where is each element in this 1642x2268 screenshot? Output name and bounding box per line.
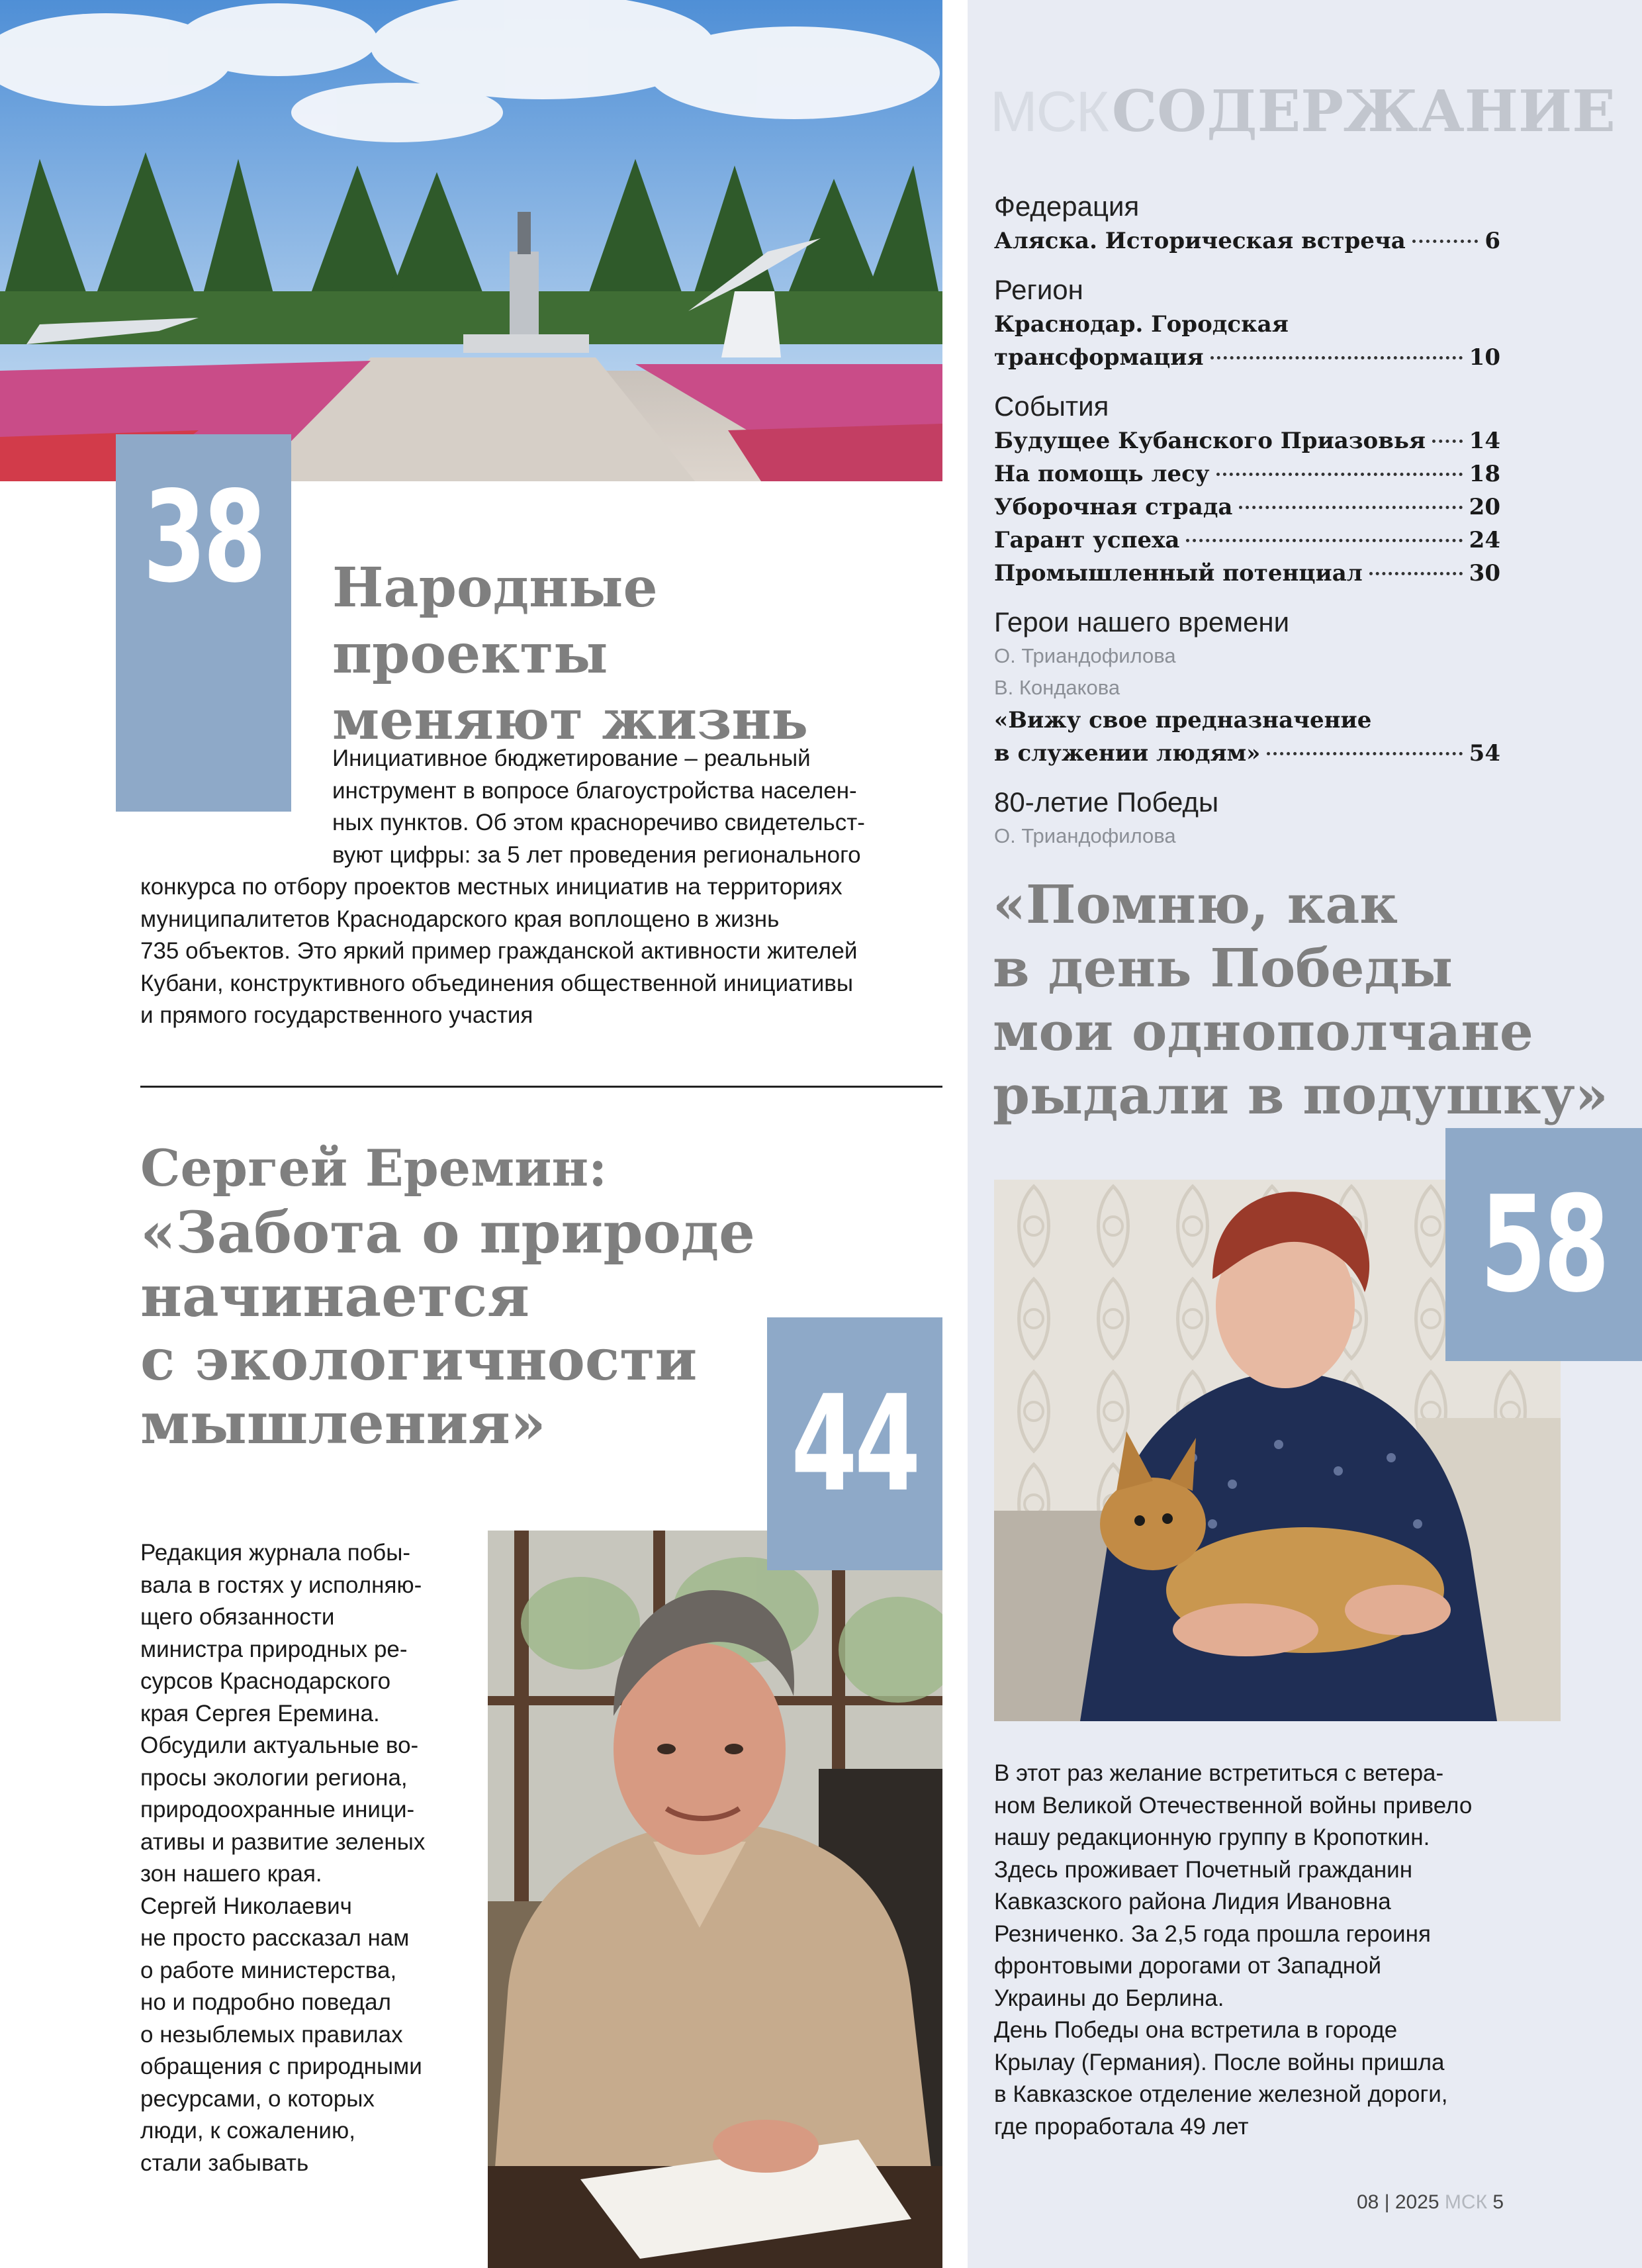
title-line: Сергей Еремин:	[140, 1139, 608, 1198]
text-line: ресурсами, о которых	[140, 2085, 375, 2112]
title-line: мои однополчане	[993, 1000, 1533, 1063]
text-line: нашу редакционную группу в Кропоткин.	[994, 1824, 1430, 1850]
text-line: Кубани, конструктивного объединения общественной инициативы	[140, 970, 854, 996]
footer-brand: МСК	[1444, 2191, 1488, 2213]
toc-entry-page: 18	[1469, 461, 1500, 487]
eremin-photo-illustration	[488, 1531, 942, 2268]
title-line: начинается	[140, 1263, 529, 1330]
eremin-photo	[488, 1531, 942, 2268]
title-line: мышления»	[140, 1390, 546, 1457]
text-line: ном Великой Отечественной войны привело	[994, 1792, 1473, 1819]
toc-entry-page: 10	[1469, 344, 1500, 371]
toc-entry-title: Гарант успеха	[994, 527, 1180, 553]
text-line: люди, к сожалению,	[140, 2118, 355, 2144]
toc-heading	[990, 78, 1616, 145]
toc-entry-title: На помощь лесу	[994, 461, 1210, 487]
text-line: не просто рассказал нам	[140, 1925, 410, 1951]
toc-entry-title: Уборочная страда	[994, 494, 1233, 520]
veteran-article-title	[993, 873, 1615, 1127]
title-line: рыдали в подушку»	[993, 1064, 1608, 1126]
text-line: края Сергея Еремина.	[140, 1700, 380, 1726]
toc-author: О. Триандофилова	[994, 824, 1176, 847]
eremin-article-title	[140, 1135, 802, 1456]
eremin-article-text	[140, 1537, 484, 2179]
text-line: вуют цифры: за 5 лет проведения регионального	[332, 841, 861, 868]
text-line: Кавказского района Лидия Ивановна	[994, 1889, 1391, 1914]
text-line: просы экологии региона,	[140, 1764, 408, 1791]
title-line: в день Победы	[993, 937, 1453, 999]
table-of-contents	[994, 189, 1500, 852]
page-number-badge-44	[767, 1317, 942, 1570]
text-line: зон нашего края.	[140, 1861, 322, 1887]
toc-entry[interactable]	[994, 341, 1500, 374]
text-line: ных пунктов. Об этом красноречиво свидетельст-	[332, 810, 865, 835]
section-divider	[140, 1086, 942, 1088]
footer-issue: 08 | 2025	[1357, 2191, 1439, 2213]
toc-entry-page: 6	[1484, 228, 1500, 254]
toc-entry-title: в служении людям»	[994, 740, 1261, 767]
title-line: меняют жизнь	[332, 688, 809, 752]
toc-entry[interactable]	[994, 224, 1500, 258]
text-line: В этот раз желание встретиться с ветера-	[994, 1760, 1444, 1786]
toc-heading-brand: МСК	[990, 80, 1108, 144]
toc-entry-page: 20	[1469, 494, 1500, 520]
text-line: где проработала 49 лет	[994, 2113, 1249, 2140]
veteran-article-text	[994, 1758, 1610, 2143]
text-line: стали забывать	[140, 2150, 309, 2176]
text-line: фронтовыми дорогами от Западной	[994, 1953, 1382, 1979]
toc-entry[interactable]	[994, 491, 1500, 524]
text-line: Обсудили актуальные во-	[140, 1732, 419, 1758]
text-line: конкурса по отбору проектов местных инициатив на территориях	[140, 874, 843, 900]
title-line: «Забота о природе	[140, 1200, 755, 1266]
projects-article-text	[140, 743, 941, 1032]
projects-article-title	[332, 555, 941, 753]
toc-entry-page: 54	[1469, 740, 1500, 767]
toc-entry[interactable]	[994, 557, 1500, 590]
park-photo-illustration	[0, 0, 942, 481]
title-line: Народные проекты	[332, 556, 658, 686]
text-line: о работе министерства,	[140, 1957, 397, 1983]
text-line: Крылау (Германия). После войны пришла	[994, 2049, 1445, 2075]
toc-author: О. Триандофилова	[994, 644, 1176, 667]
toc-entry-page: 14	[1469, 428, 1500, 454]
text-line: вала в гостях у исполняю-	[140, 1572, 422, 1598]
toc-entry-title-line[interactable]: Краснодар. Городская	[994, 311, 1289, 338]
text-line: и прямого государственного участия	[140, 1002, 533, 1028]
text-line: инструмент в вопросе благоустройства населен-	[332, 777, 857, 804]
toc-section-events: События	[994, 391, 1109, 422]
toc-author: В. Кондакова	[994, 676, 1120, 699]
column-divider	[965, 0, 968, 2268]
toc-section-heroes: Герои нашего времени	[994, 606, 1290, 638]
toc-entry[interactable]	[994, 524, 1500, 557]
text-line: министра природных ре-	[140, 1636, 408, 1662]
toc-entry-title-line[interactable]: «Вижу свое предназначение	[994, 707, 1372, 733]
toc-entry-page: 30	[1469, 560, 1500, 587]
text-line: 735 объектов. Это яркий пример гражданской активности жителей	[140, 938, 858, 964]
text-line: День Победы она встретила в городе	[994, 2017, 1398, 2043]
text-line: Резниченко. За 2,5 года прошла героиня	[994, 1920, 1431, 1947]
toc-entry[interactable]	[994, 457, 1500, 491]
text-line: но и подробно поведал	[140, 1989, 391, 2015]
toc-section-federation: Федерация	[994, 191, 1140, 222]
text-line: щего обязанности	[140, 1604, 335, 1630]
text-line: Здесь проживает Почетный гражданин	[994, 1856, 1413, 1883]
toc-entry[interactable]	[994, 737, 1500, 770]
toc-section-region: Регион	[994, 274, 1083, 305]
toc-entry[interactable]	[994, 424, 1500, 457]
footer-page-number: 5	[1492, 2191, 1504, 2213]
text-line: Инициативное бюджетирование – реальный	[332, 745, 811, 771]
text-line: Редакция журнала побы-	[140, 1540, 411, 1566]
text-line: ативы и развитие зеленых	[140, 1828, 426, 1855]
text-line: природоохранные иници-	[140, 1797, 415, 1822]
page-number-badge-58	[1445, 1128, 1642, 1361]
page-number: 44	[791, 1366, 919, 1521]
toc-entry-page: 24	[1469, 527, 1500, 553]
text-line: в Кавказское отделение железной дороги,	[994, 2081, 1448, 2107]
text-line: сурсов Краснодарского	[140, 1668, 391, 1694]
toc-heading-title: СОДЕРЖАНИЕ	[1111, 78, 1616, 145]
title-line: «Помню, как	[993, 873, 1398, 935]
page-number: 58	[1480, 1167, 1608, 1322]
toc-section-victory: 80-летие Победы	[994, 786, 1219, 818]
text-line: о незыблемых правилах	[140, 2021, 403, 2048]
text-line: Украины до Берлина.	[994, 1985, 1224, 2011]
page-footer	[1357, 2191, 1504, 2214]
text-line: обращения с природными	[140, 2054, 422, 2079]
toc-entry-title: Будущее Кубанского Приазовья	[994, 428, 1426, 454]
toc-entry-title: Промышленный потенциал	[994, 560, 1363, 587]
page-number: 38	[143, 463, 264, 610]
toc-entry-title: Аляска. Историческая встреча	[994, 228, 1406, 254]
park-photo	[0, 0, 942, 481]
toc-entry-title: трансформация	[994, 344, 1204, 371]
text-line: Сергей Николаевич	[140, 1893, 352, 1919]
text-line: муниципалитетов Краснодарского края воплощено в жизнь	[140, 906, 780, 932]
title-line: с экологичности	[140, 1327, 698, 1394]
